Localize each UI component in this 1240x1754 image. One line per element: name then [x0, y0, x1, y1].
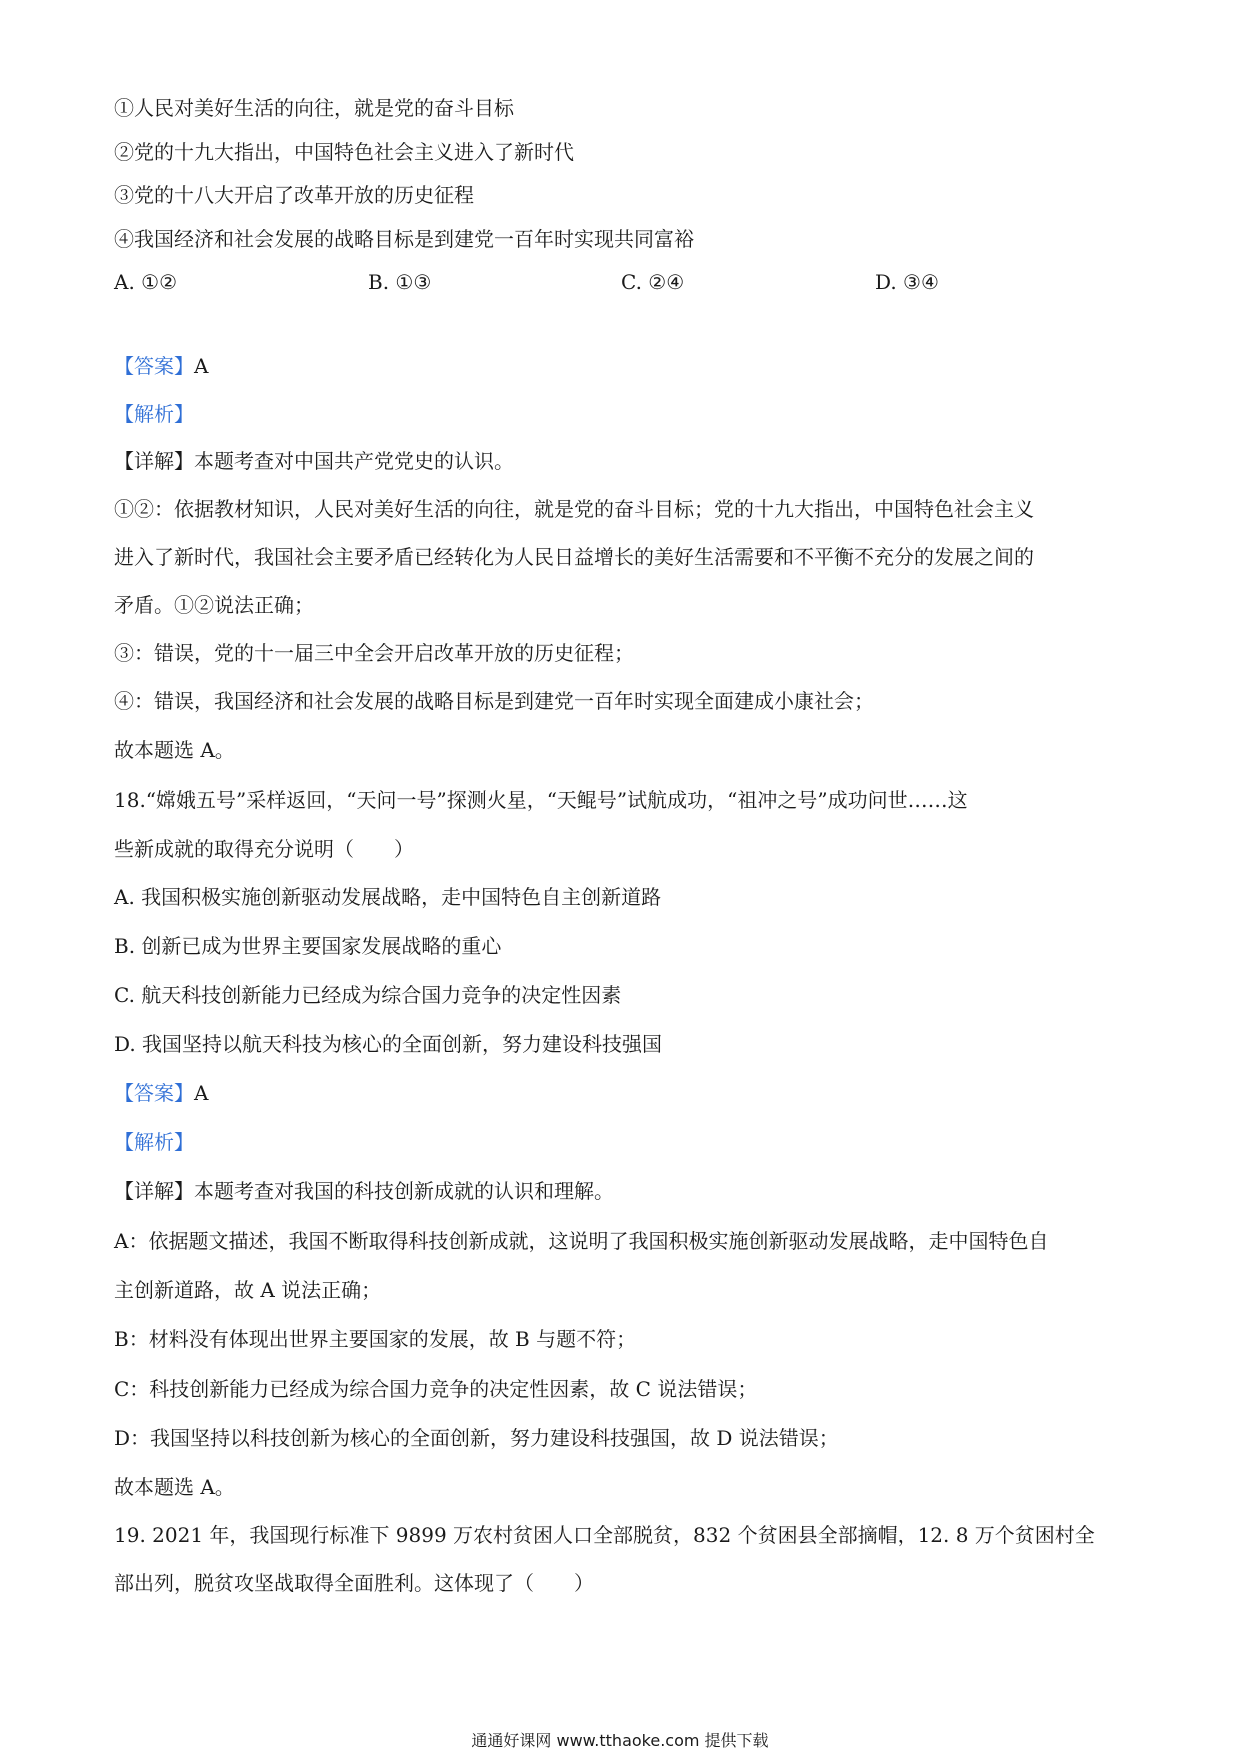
q18-detail-line-1	[114, 1178, 614, 1204]
answer-value: A	[194, 1081, 209, 1105]
analysis-tag: 【解析】	[114, 402, 194, 426]
q17-statement-2: ②党的十九大指出，中国特色社会主义进入了新时代	[114, 140, 574, 164]
q18-detail-line-6: D：我国坚持以科技创新为核心的全面创新，努力建设科技强国，故 D 说法错误；	[114, 1426, 839, 1450]
detail-text: 本题考查对我国的科技创新成就的认识和理解。	[194, 1179, 614, 1203]
q17-option-b: B. ①③	[368, 270, 432, 294]
answer-value: A	[194, 354, 209, 378]
q18-analysis	[114, 1129, 194, 1155]
q17-statement-3: ③党的十八大开启了改革开放的历史征程	[114, 183, 474, 207]
q18-stem-line-2: 些新成就的取得充分说明（ ）	[114, 837, 414, 861]
q18-detail-line-4: B：材料没有体现出世界主要国家的发展，故 B 与题不符；	[114, 1327, 637, 1351]
q17-detail-line-2: ①②：依据教材知识，人民对美好生活的向往，就是党的奋斗目标；党的十九大指出，中国特色社会主义	[114, 497, 1034, 521]
detail-tag: 【详解】	[114, 449, 194, 473]
q17-option-c: C. ②④	[621, 270, 685, 294]
q17-detail-line-4: 矛盾。①②说法正确；	[114, 593, 314, 617]
q17-answer	[114, 353, 208, 379]
q18-detail-line-5: C：科技创新能力已经成为综合国力竞争的决定性因素，故 C 说法错误；	[114, 1377, 758, 1401]
detail-tag: 【详解】	[114, 1179, 194, 1203]
q17-statement-1: ①人民对美好生活的向往，就是党的奋斗目标	[114, 96, 514, 120]
q17-detail-line-1	[114, 448, 514, 474]
q18-option-a: A. 我国积极实施创新驱动发展战略，走中国特色自主创新道路	[114, 885, 662, 909]
q17-detail-line-5: ③：错误，党的十一届三中全会开启改革开放的历史征程；	[114, 641, 634, 665]
analysis-tag: 【解析】	[114, 1130, 194, 1154]
q19-stem-line-2: 部出列，脱贫攻坚战取得全面胜利。这体现了（ ）	[114, 1571, 594, 1595]
q18-detail-line-3: 主创新道路，故 A 说法正确；	[114, 1278, 382, 1302]
answer-tag: 【答案】	[114, 354, 194, 378]
q18-detail-line-2: A：依据题文描述，我国不断取得科技创新成就，这说明了我国积极实施创新驱动发展战略，走中国特色自	[114, 1229, 1049, 1253]
q18-detail-line-7: 故本题选 A。	[114, 1475, 235, 1499]
q17-detail-line-7: 故本题选 A。	[114, 738, 235, 762]
answer-tag: 【答案】	[114, 1081, 194, 1105]
q17-option-a: A. ①②	[114, 270, 178, 294]
page-footer: 通通好课网 www.tthaoke.com 提供下载	[471, 1731, 769, 1750]
q19-stem-line-1: 19. 2021 年，我国现行标准下 9899 万农村贫困人口全部脱贫，832 个贫困县全部摘帽，12. 8 万个贫困村全	[114, 1523, 1095, 1547]
q18-stem-line-1: 18.“嫦娥五号”采样返回，“天问一号”探测火星，“天鲲号”试航成功，“祖冲之号”成功问世……这	[114, 788, 968, 812]
q18-option-c: C. 航天科技创新能力已经成为综合国力竞争的决定性因素	[114, 983, 622, 1007]
q17-detail-line-3: 进入了新时代，我国社会主要矛盾已经转化为人民日益增长的美好生活需要和不平衡不充分的发展之间的	[114, 545, 1034, 569]
q17-analysis	[114, 401, 194, 427]
detail-text: 本题考查对中国共产党党史的认识。	[194, 449, 514, 473]
q18-option-b: B. 创新已成为世界主要国家发展战略的重心	[114, 934, 502, 958]
q17-statement-4: ④我国经济和社会发展的战略目标是到建党一百年时实现共同富裕	[114, 227, 694, 251]
q18-option-d: D. 我国坚持以航天科技为核心的全面创新，努力建设科技强国	[114, 1032, 663, 1056]
q17-option-d: D. ③④	[875, 270, 939, 294]
q18-answer	[114, 1080, 208, 1106]
q17-detail-line-6: ④：错误，我国经济和社会发展的战略目标是到建党一百年时实现全面建成小康社会；	[114, 689, 874, 713]
